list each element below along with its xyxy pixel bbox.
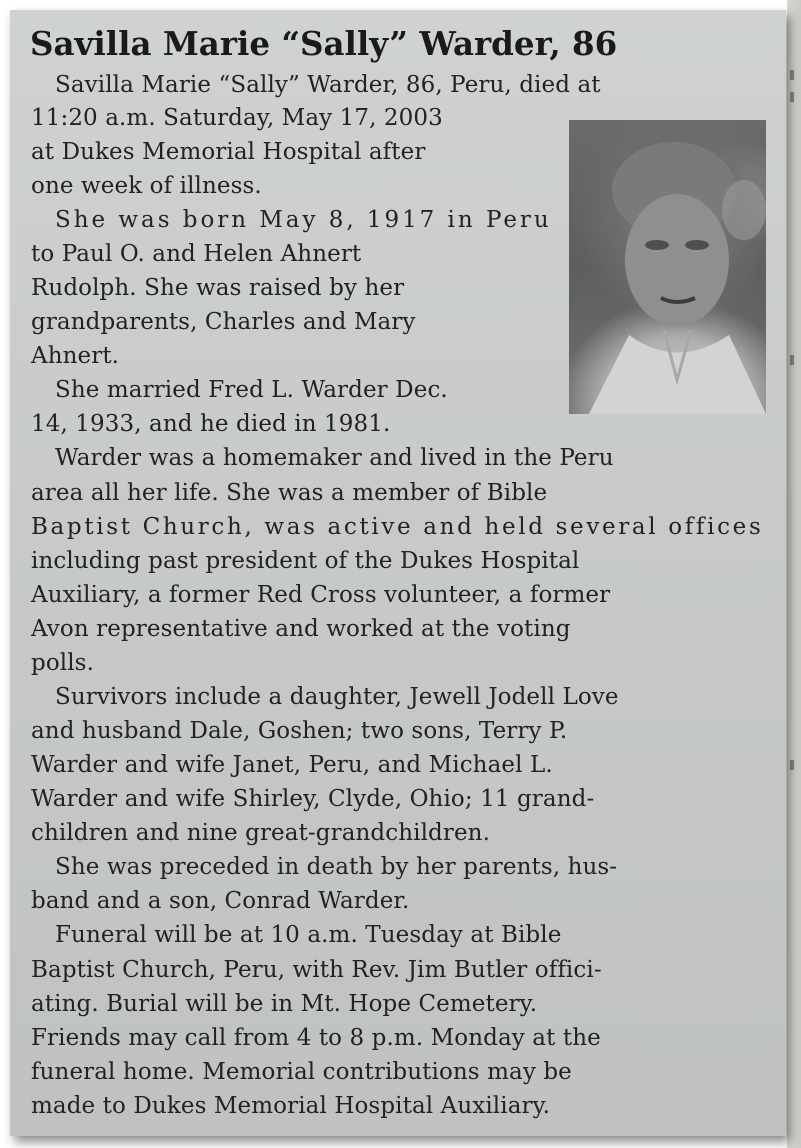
body-line: Funeral will be at 10 a.m. Tuesday at Bible [55,922,562,948]
body-line: Warder was a homemaker and lived in the Peru [55,445,614,471]
body-line: Friends may call from 4 to 8 p.m. Monday at the [31,1025,601,1051]
body-line: area all her life. She was a member of Bible [31,480,548,506]
body-line: She was preceded in death by her parents, hus- [55,854,618,880]
body-line: 14, 1933, and he died in 1981. [31,411,391,437]
body-line: Baptist Church, Peru, with Rev. Jim Butler offici- [31,957,602,983]
body-line: ating. Burial will be in Mt. Hope Cemetery. [31,991,538,1017]
body-line: made to Dukes Memorial Hospital Auxiliary. [31,1093,551,1119]
portrait-photo-image [569,120,766,414]
body-line: one week of illness. [31,173,262,199]
body-line: band and a son, Conrad Warder. [31,888,410,914]
body-line: 11:20 a.m. Saturday, May 17, 2003 [31,105,443,131]
adjacent-page-edge [787,0,801,1148]
body-line: Survivors include a daughter, Jewell Jodell Love [55,684,619,710]
body-line: grandparents, Charles and Mary [31,309,416,335]
body-line: children and nine great-grandchildren. [31,820,491,846]
portrait-photo [569,120,766,414]
body-line: She was born May 8, 1917 in Peru [55,207,552,233]
body-line: Savilla Marie “Sally” Warder, 86, Peru, died at [55,72,601,98]
body-line: Avon representative and worked at the voting [31,616,571,642]
body-line: at Dukes Memorial Hospital after [31,139,426,165]
body-line: Warder and wife Janet, Peru, and Michael L. [31,752,553,778]
body-line: to Paul O. and Helen Ahnert [31,241,362,267]
body-line: Warder and wife Shirley, Clyde, Ohio; 11 grand- [31,786,595,812]
body-line: funeral home. Memorial contributions may be [31,1059,572,1085]
body-line: polls. [31,650,94,676]
body-line: Ahnert. [31,343,120,369]
body-line: including past president of the Dukes Hospital [31,548,580,574]
body-line: Baptist Church, was active and held several offices [31,514,764,540]
body-line: Rudolph. She was raised by her [31,275,405,301]
body-line: and husband Dale, Goshen; two sons, Terry P. [31,718,568,744]
body-line: Auxiliary, a former Red Cross volunteer, a former [31,582,611,608]
body-line: She married Fred L. Warder Dec. [55,377,448,403]
obituary-headline: Savilla Marie “Sally” Warder, 86 [30,24,618,63]
